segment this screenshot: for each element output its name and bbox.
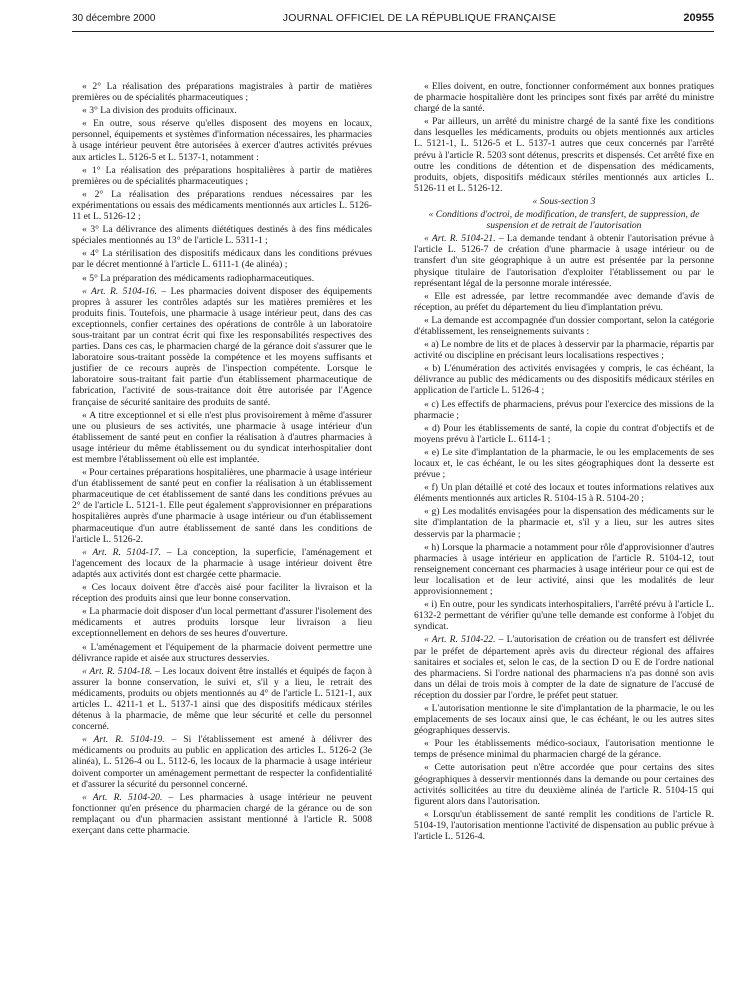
paragraph-text: « a) Le nombre de lits et de places à desservir par la pharmacie, répartis par activité ou discipline en précisant leurs localisations respectives ; [414, 339, 714, 362]
paragraph-text: « Elles doivent, en outre, fonctionner conformément aux bonnes pratiques de pharmacie hospitalière dont les principes sont fixés par arrêté du ministre chargé de la santé. [414, 81, 714, 115]
paragraph-text: – La conception, la superficie, l'aménagement et l'agencement des locaux de la pharmacie à usage intérieur doivent être adaptés aux activités dont est chargée cette pharmacie. [72, 546, 372, 580]
paragraph-text: « Elle est adressée, par lettre recommandée avec demande d'avis de réception, au préfet du département du lieu d'implantation prévu. [414, 290, 714, 313]
paragraph [72, 189, 372, 222]
paragraph-text: « h) Lorsque la pharmacie a notamment pour rôle d'approvisionner d'autres pharmacies à usage intérieur en application de l'article R. 5104-12, tout renseignement concernant ces pharmacies à usage intérieur pour ce qui est de leur localisation et de leur activité, ainsi que les modalités de leur approvisionnement ; [414, 541, 714, 598]
paragraph-text: – Les pharmacies doivent disposer des équipements propres à assurer les contrôles adaptés sur les matières premières et les produits finis. Toutefois, une pharmacie à usage intérieur peut, dans des cas exceptionnels, confier certaines des opérations de contrôle à un laboratoire sous-traitant par un contrat écrit qui fixe les responsabilités respectives des parties. Dans ces cas, le pharmacien chargé de la gérance doit s'assurer que le laboratoire sous-traitant possède la compétence et les moyens suffisants et justifier de ce recours auprès de l'inspection compétente. Lorsque le laboratoire sous-traitant fait partie d'un établissement pharmaceutique de fabrication, l'activité de sous-traitance doit être autorisée par l'Agence française de sécurité sanitaire des produits de santé. [72, 285, 372, 408]
paragraph-text: – Les pharmacies à usage intérieur ne peuvent fonctionner qu'en présence du pharmacien chargé de la gérance ou de son remplaçant ou d'un pharmacien assistant mentionné à l'article R. 5008 exerçant dans cette pharmacie. [72, 791, 372, 836]
paragraph-text: – L'autorisation de création ou de transfert est délivrée par le préfet de département après avis du directeur régional des affaires sanitaires et sociales et, selon le cas, de la section D ou E de l'ordre national des pharmaciens. Si l'ordre national des pharmaciens n'a pas donné son avis dans un délai de trois mois à compter de la date de signature de l'accusé de réception du dossier par l'ordre, le préfet peut statuer. [414, 634, 714, 701]
article-reference: « Art. R. 5104-19. [82, 734, 165, 746]
paragraph [72, 410, 372, 465]
paragraph-text: « 4° La stérilisation des dispositifs médicaux dans les conditions prévues par le décret mentionné à l'article L. 6111-1 (4e alinéa) ; [72, 248, 372, 271]
paragraph-text: « e) Le site d'implantation de la pharmacie, le ou les emplacements de ses locaux et, le cas échéant, le ou les sites géographiques dont la desserte est prévue ; [414, 446, 714, 481]
paragraph [414, 542, 714, 597]
paragraph [72, 642, 372, 664]
paragraph-text: « 5° La préparation des médicaments radiopharmaceutiques. [82, 272, 315, 284]
paragraph [414, 291, 714, 313]
paragraph [414, 703, 714, 736]
right-column [414, 81, 714, 844]
paragraph [414, 233, 714, 288]
paragraph [414, 423, 714, 445]
paragraph [414, 81, 714, 114]
paragraph [414, 399, 714, 421]
section-heading: « Sous-section 3 [532, 195, 596, 207]
paragraph-text: « i) En outre, pour les syndicats interhospitaliers, l'arrêté prévu à l'article L. 6132-2 permettant de vérifier qu'une telle demande est conforme à l'objet du syndicat. [414, 599, 714, 633]
paragraph [72, 81, 372, 103]
paragraph [72, 606, 372, 639]
paragraph [414, 506, 714, 539]
paragraph-text: « Par ailleurs, un arrêté du ministre chargé de la santé fixe les conditions dans lesquelles les médicaments, produits ou objets mentionnés aux articles L. 5121-1, L. 5126-5 et L. 5137-1 autres que ceux concernés par l'arrêté prévu à l'article R. 5203 sont détenus, prescrits et dispensés. Cet arrêté fixe en outre les conditions de détention et de dispensation des médicaments, produits, objets, dispositifs médicaux stériles mentionnés aux articles L. 5126-11 et L. 5126-12. [414, 116, 714, 194]
paragraph-text: « La pharmacie doit disposer d'un local permettant d'assurer l'isolement des médicaments et autres produits lorsque leur livraison a lieu exceptionnellement en dehors de ses heures d'ouverture. [72, 606, 372, 640]
paragraph [414, 738, 714, 760]
section-heading: « Conditions d'octroi, de modification, de transfert, de suppression, de suspension et de retrait de l'autorisation [428, 209, 700, 232]
paragraph [414, 482, 714, 504]
paragraph [72, 224, 372, 246]
article-reference: « Art. R. 5104-20. [82, 791, 163, 803]
article-reference: « Art. R. 5104-17. [82, 546, 161, 558]
paragraph [72, 582, 372, 604]
paragraph-text: « b) L'énumération des activités envisagées y compris, le cas échéant, la délivrance au public des médicaments ou des dispositifs médicaux stériles en application de l'article L. 5126-4 ; [414, 363, 714, 397]
text-columns [72, 81, 714, 844]
paragraph [72, 165, 372, 187]
paragraph-text: « f) Un plan détaillé et coté des locaux et toutes informations relatives aux éléments mentionnés aux articles R. 5104-15 à R. 5104-20 ; [414, 482, 714, 505]
paragraph-text: « A titre exceptionnel et si elle n'est plus provisoirement à même d'assurer une ou plusieurs de ses activités, une pharmacie à usage intérieur d'un établissement de santé peut en confier la réalisation à d'autres pharmacies à usage intérieur du même établissement ou du syndicat interhospitalier dont est membre l'établissement où elle est implantée. [72, 409, 372, 465]
paragraph-text: « g) Les modalités envisagées pour la dispensation des médicaments sur le site d'implantation de la pharmacie et, s'il y a lieu, sur les autres sites desservis par la pharmacie ; [414, 506, 714, 540]
paragraph [414, 762, 714, 806]
paragraph [414, 599, 714, 632]
paragraph [414, 447, 714, 480]
paragraph [72, 286, 372, 408]
paragraph [72, 105, 372, 116]
paragraph-text: « 1° La réalisation des préparations hospitalières à partir de matières premières ou de spécialités pharmaceutiques ; [72, 164, 372, 187]
paragraph [72, 118, 372, 162]
paragraph-text: – Si l'établissement est amené à délivrer des médicaments ou produits au public en application des articles L. 5126-2 (3e alinéa), L. 5126-4 ou L. 5112-6, les locaux de la pharmacie à usage intérieur doivent comporter un aménagement permettant de respecter la confidentialité et d'assurer la sécurité du personnel concerné. [72, 734, 372, 790]
paragraph-text: « d) Pour les établissements de santé, la copie du contrat d'objectifs et de moyens prévu à l'article L. 6114-1 ; [414, 422, 714, 445]
paragraph-text: « Ces locaux doivent être d'accès aisé pour faciliter la livraison et la réception des produits ainsi que leur bonne conservation. [72, 582, 372, 605]
paragraph-text: – La demande tendant à obtenir l'autorisation prévue à l'article L. 5126-7 de création d'une pharmacie à usage intérieur ou de transfert d'un site géographique à un autre est présentée par la personne physique titulaire de l'autorisation d'exploiter l'établissement ou par le représentant légal de la personne morale intéressée. [414, 233, 714, 289]
paragraph [414, 809, 714, 842]
paragraph-text: « L'autorisation mentionne le site d'implantation de la pharmacie, le ou les emplacements de ses locaux ainsi que, le cas échéant, le ou les autres sites géographiques desservis. [414, 702, 714, 737]
page-number: 20955 [683, 12, 714, 24]
paragraph-text: « 2° La réalisation des préparations rendues nécessaires par les expérimentations ou essais des médicaments mentionnés aux articles L. 5126-11 et L. 5126-12 ; [72, 188, 372, 223]
paragraph [72, 467, 372, 545]
article-reference: « Art. R. 5104-21. [424, 233, 496, 245]
paragraph-text: « Pour les établissements médico-sociaux, l'autorisation mentionne le temps de présence minimal du pharmacien chargé de la gérance. [414, 738, 714, 761]
header-date: 30 décembre 2000 [72, 13, 156, 24]
paragraph-text: « c) Les effectifs de pharmaciens, prévus pour l'exercice des missions de la pharmacie ; [414, 398, 714, 421]
page-header [72, 12, 714, 28]
paragraph-text: « Pour certaines préparations hospitalières, une pharmacie à usage intérieur d'un établissement de santé peut en confier la réalisation à un établissement pharmaceutique de cet établissement de santé dans les conditions prévues au 2° de l'article L. 5121-1. Elle peut également s'approvisionner en préparations hospitalières auprès d'une pharmacie à usage intérieur ou d'un établissement pharmaceutique d'un autre établissement de santé dans les conditions de l'article L. 5126-2. [72, 467, 372, 545]
paragraph [414, 315, 714, 337]
paragraph-text: « Lorsqu'un établissement de santé remplit les conditions de l'article R. 5104-19, l'autorisation mentionne l'activité de dispensation au public prévue à l'article L. 5126-4. [414, 808, 714, 842]
paragraph-text: « 3° La division des produits officinaux. [82, 105, 237, 117]
header-title: JOURNAL OFFICIEL DE LA RÉPUBLIQUE FRANÇAISE [282, 12, 557, 24]
paragraph [72, 666, 372, 733]
paragraph [72, 547, 372, 580]
paragraph [72, 734, 372, 789]
paragraph [414, 116, 714, 194]
paragraph [414, 339, 714, 361]
paragraph [72, 273, 372, 284]
left-column [72, 81, 372, 844]
paragraph-text: – Les locaux doivent être installés et équipés de façon à assurer la bonne conservation, le suivi et, s'il y a lieu, le retrait des médicaments, produits ou objets mentionnés au 4° de l'article L. 5121-1, aux articles L. 4211-1 et L. 5137-1 ainsi que des dispositifs médicaux stériles détenus à la pharmacie, de même que leur sécurité et celle du personnel concerné. [72, 665, 372, 733]
paragraph-text: « La demande est accompagnée d'un dossier comportant, selon la catégorie d'établissement, les renseignements suivants : [414, 314, 714, 337]
paragraph-text: « En outre, sous réserve qu'elles disposent des moyens en locaux, personnel, équipements et systèmes d'information nécessaires, les pharmacies à usage intérieur peuvent être autorisées à exercer d'autres activités prévues aux articles L. 5126-5 et L. 5137-1, notamment : [72, 118, 372, 163]
paragraph-text: « 3° La délivrance des aliments diététiques destinés à des fins médicales spéciales mentionnés au 13° de l'article L. 5311-1 ; [72, 224, 372, 247]
article-reference: « Art. R. 5104-18. [82, 665, 153, 677]
paragraph [414, 363, 714, 396]
paragraph-text: « L'aménagement et l'équipement de la pharmacie doivent permettre une délivrance rapide et aisée aux structures desservies. [72, 641, 372, 664]
paragraph [72, 792, 372, 836]
paragraph-text: « 2° La réalisation des préparations magistrales à partir de matières premières ou de spécialités pharmaceutiques ; [72, 81, 372, 104]
paragraph [72, 248, 372, 270]
article-reference: « Art. R. 5104-22. [424, 634, 496, 646]
article-reference: « Art. R. 5104-16. [82, 285, 158, 297]
paragraph-text: « Cette autorisation peut n'être accordée que pour certains des sites géographiques à desservir mentionnés dans la demande ou pour certaines des activités sollicitées au titre du deuxième alinéa de l'article R. 5104-15 qui figurent alors dans l'autorisation. [414, 762, 714, 807]
paragraph [414, 634, 714, 701]
header-rule [72, 31, 714, 32]
